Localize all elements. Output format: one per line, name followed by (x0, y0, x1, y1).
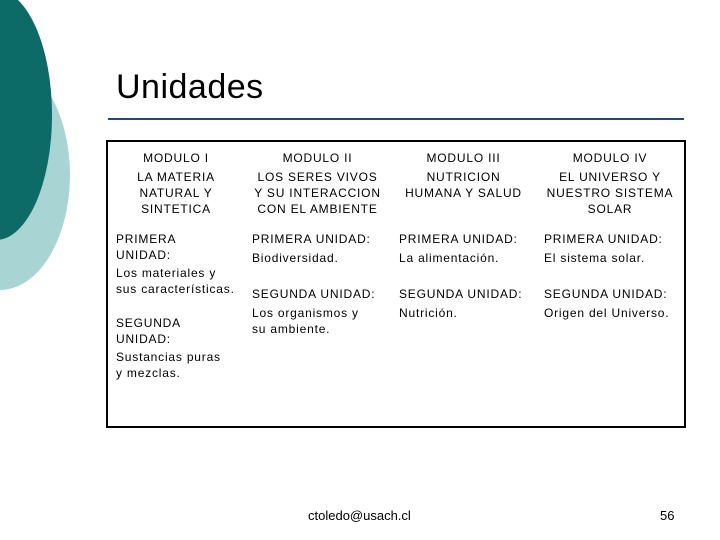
first-unit-text: sus características. (116, 282, 235, 296)
header-module-4 (536, 142, 684, 227)
second-unit-text: y mezclas. (116, 366, 181, 380)
second-unit-text: su ambiente. (252, 322, 331, 336)
second-unit-text: Los organismos y (252, 306, 359, 320)
first-unit-label: PRIMERA UNIDAD: (544, 232, 663, 246)
header-module-2 (244, 142, 391, 227)
second-unit-label: UNIDAD: (116, 332, 171, 346)
module-label: MODULO IV (572, 151, 648, 165)
module-name-line: LOS SERES VIVOS (257, 170, 378, 184)
second-unit-label: SEGUNDA UNIDAD: (252, 287, 376, 301)
footer-email: ctoledo@usach.cl (308, 508, 411, 523)
first-unit-label: PRIMERA UNIDAD: (399, 232, 518, 246)
first-unit-label: UNIDAD: (116, 248, 171, 262)
units-module-3 (391, 227, 536, 426)
first-unit-text: Biodiversidad. (252, 251, 339, 265)
module-name-line: NUESTRO SISTEMA (546, 186, 674, 200)
units-table (106, 140, 686, 428)
module-name-line: HUMANA Y SALUD (405, 186, 522, 200)
module-label: MODULO II (282, 151, 353, 165)
second-unit-label: SEGUNDA UNIDAD: (399, 287, 523, 301)
module-name-line: CON EL AMBIENTE (257, 202, 378, 216)
units-module-1 (108, 227, 244, 426)
module-name-line: Y SU INTERACCION (254, 186, 381, 200)
module-name-line: EL UNIVERSO Y (559, 170, 661, 184)
second-unit-label: SEGUNDA (116, 316, 181, 330)
second-unit-label: SEGUNDA UNIDAD: (544, 287, 668, 301)
title-underline (108, 118, 684, 120)
module-name-line: NATURAL Y (139, 186, 213, 200)
header-module-3 (391, 142, 536, 227)
page-number: 56 (660, 508, 675, 523)
second-unit-text: Sustancias puras (116, 350, 221, 364)
module-name-line: SOLAR (587, 202, 633, 216)
slide-title: Unidades (116, 68, 264, 106)
second-unit-text: Nutrición. (399, 306, 458, 320)
first-unit-label: PRIMERA (116, 232, 177, 246)
module-label: MODULO III (426, 151, 501, 165)
first-unit-text: La alimentación. (399, 251, 500, 265)
units-module-4 (536, 227, 684, 426)
second-unit-text: Origen del Universo. (544, 306, 670, 320)
first-unit-text: El sistema solar. (544, 251, 645, 265)
header-module-1 (108, 142, 244, 227)
module-name-line: NUTRICION (426, 170, 501, 184)
first-unit-text: Los materiales y (116, 266, 217, 280)
module-label: MODULO I (143, 151, 209, 165)
units-module-2 (244, 227, 391, 426)
module-name-line: SINTETICA (141, 202, 211, 216)
module-name-line: LA MATERIA (137, 170, 215, 184)
first-unit-label: PRIMERA UNIDAD: (252, 232, 371, 246)
